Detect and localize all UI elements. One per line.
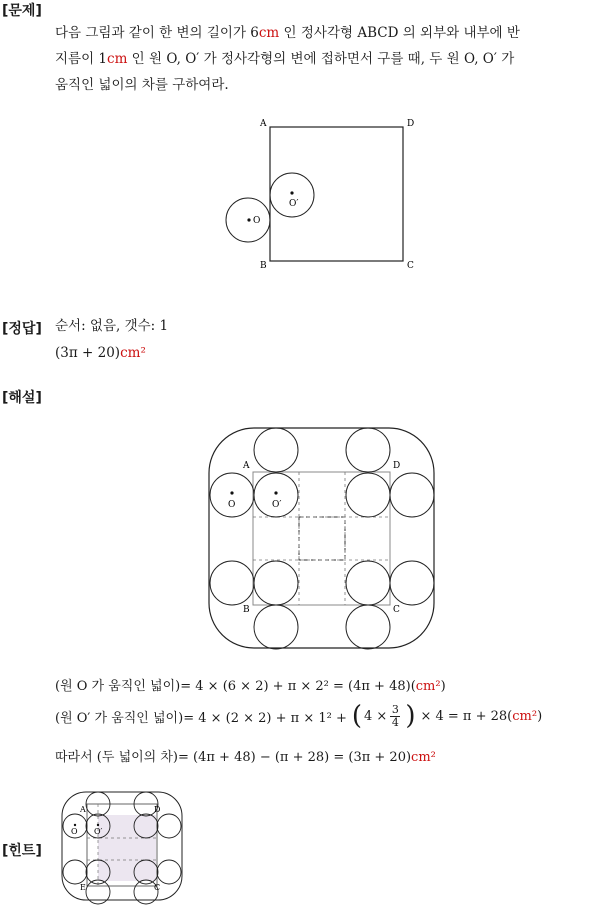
fraction-denominator: 4 (391, 715, 399, 729)
label-b: B (243, 605, 250, 615)
problem-line-1-a: 다음 그림과 같이 한 변의 길이가 6 (55, 25, 259, 41)
square-abcd (253, 472, 390, 605)
label-c: C (393, 605, 400, 615)
solution-header: [해설] (2, 390, 42, 406)
circle-row2-2 (254, 473, 298, 517)
center-o-prime-dot (274, 491, 277, 494)
label-o-prime: O′ (272, 500, 282, 510)
equation-2-unit: cm² (512, 708, 538, 724)
fraction-numerator: 3 (391, 702, 399, 716)
hint-label-o-prime: O′ (94, 827, 103, 836)
circle-top-left (254, 428, 298, 472)
circle-row3-3 (346, 561, 390, 605)
equation-2-a: (원 O′ 가 움직인 넓이)= 4 × (2 × 2) + π × 1² + (55, 710, 347, 726)
equation-3 (55, 746, 436, 765)
equation-3-a: 따라서 (두 넓이의 차)= (4π + 48) − (π + 28) = (3π + 20) (55, 750, 412, 765)
label-c: C (407, 261, 414, 271)
equation-2-c: ) (537, 708, 543, 724)
circle-bottom-right (346, 605, 390, 649)
inner-dashed-square (299, 517, 345, 560)
circle-top-right (346, 428, 390, 472)
center-o-prime-dot (290, 191, 293, 194)
problem-line-1-b: 인 정사각형 ABCD 의 외부와 내부에 반 (279, 25, 520, 41)
equation-1-unit: cm² (415, 679, 441, 694)
equation-1-a: (원 O 가 움직인 넓이)= 4 × (6 × 2) + π × 2² = (4π + 48)( (55, 679, 416, 694)
equation-2-b: × 4 = π + 28( (420, 708, 513, 724)
hint-circle-r3-4 (157, 860, 181, 884)
hint-header: [힌트] (2, 843, 42, 859)
equation-1 (55, 675, 446, 694)
hint-label-e: E (80, 883, 86, 892)
problem-line-1 (55, 20, 585, 46)
problem-unit-1: cm (258, 25, 280, 41)
label-o-prime: O′ (289, 199, 299, 209)
label-a: A (260, 119, 267, 129)
circle-row3-1 (210, 561, 254, 605)
circle-bottom-left (254, 605, 298, 649)
hint-figure (60, 790, 185, 905)
answer-expression: (3π + 20) (55, 345, 121, 361)
hint-label-c: C (154, 883, 161, 892)
circle-row2-4 (390, 473, 434, 517)
problem-line-3: 움직인 넓이의 차를 구하여라. (55, 77, 229, 93)
center-o-dot (230, 491, 233, 494)
problem-unit-2: cm (107, 51, 128, 67)
square-abcd (270, 127, 403, 261)
equation-1-b: ) (440, 679, 446, 694)
hint-center-o-dot (74, 824, 76, 826)
answer-meta: 순서: 없음, 갯수: 1 (55, 318, 169, 334)
circle-row3-2 (254, 561, 298, 605)
answer-value (55, 340, 146, 366)
fraction (390, 704, 400, 729)
label-d: D (393, 461, 401, 471)
label-o: O (228, 500, 236, 510)
right-paren: ) (405, 701, 416, 731)
hint-center-o-prime-dot (97, 824, 99, 826)
hint-circle-r3-1 (63, 860, 87, 884)
solution-figure (205, 425, 440, 655)
problem-line-2-a: 지름이 1 (55, 51, 108, 67)
hint-circle-r2-4 (157, 814, 181, 838)
answer-unit: cm² (120, 345, 146, 361)
center-o-dot (247, 218, 250, 221)
answer-header: [정답] (2, 321, 42, 337)
label-b: B (260, 261, 267, 271)
circle-o-prime (270, 173, 314, 217)
hint-label-o: O (71, 827, 78, 836)
problem-header: [문제] (2, 3, 42, 19)
problem-figure (220, 112, 430, 272)
problem-text (55, 20, 585, 98)
label-a: A (243, 461, 250, 471)
label-o: O (253, 216, 261, 226)
circle-row2-3 (346, 473, 390, 517)
hint-label-d: D (154, 805, 161, 814)
problem-line-2-b: 인 원 O, O′ 가 정사각형의 변에 접하면서 구를 때, 두 원 O, O′ 가 (127, 51, 515, 67)
hint-label-a: A (80, 805, 86, 814)
label-d: D (407, 119, 415, 129)
circle-row3-4 (390, 561, 434, 605)
equation-2 (55, 696, 542, 736)
equation-3-unit: cm² (411, 750, 436, 765)
circle-row2-1 (210, 473, 254, 517)
left-paren: ( (351, 701, 363, 731)
equation-2-frac-left: 4 × (364, 708, 388, 724)
shaded-region (98, 815, 156, 881)
problem-line-2 (55, 46, 585, 72)
